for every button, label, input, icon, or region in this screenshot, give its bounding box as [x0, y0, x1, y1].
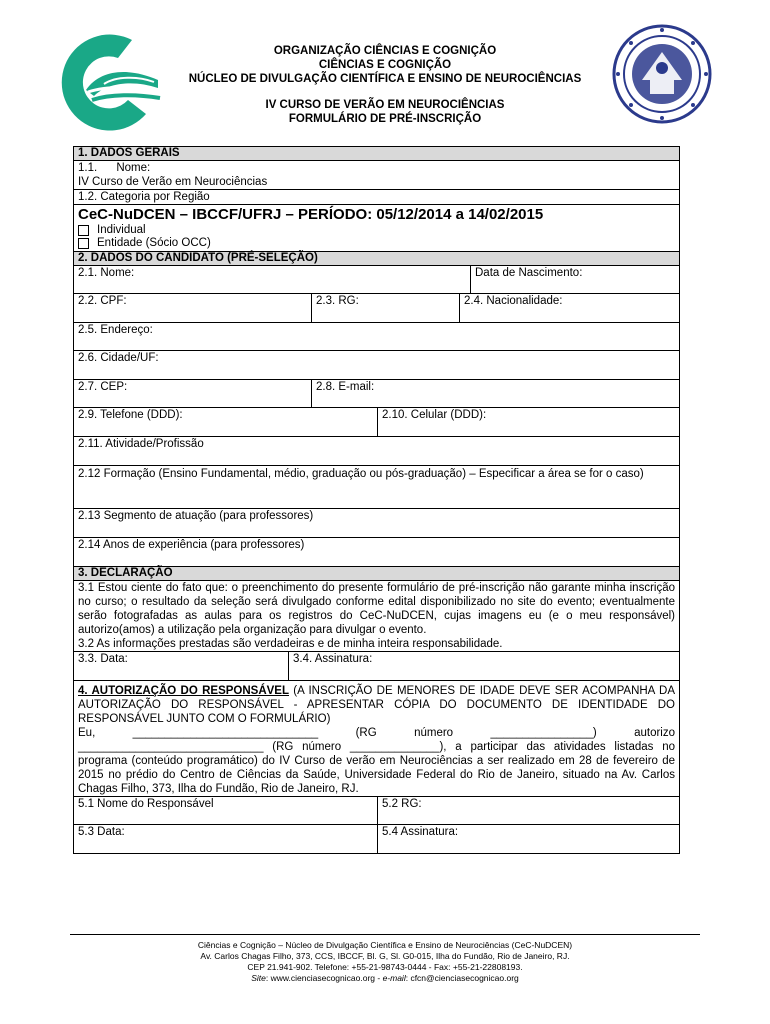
- field-nascimento[interactable]: Data de Nascimento:: [470, 266, 679, 293]
- authorization-heading: 4. AUTORIZAÇÃO DO RESPONSÁVEL: [78, 685, 289, 697]
- field-assinatura-responsavel[interactable]: 5.4 Assinatura:: [377, 825, 679, 853]
- footer-site[interactable]: : www.cienciasecognicao.org -: [265, 973, 383, 983]
- field-anos-experiencia[interactable]: 2.14 Anos de experiência (para professores): [78, 539, 305, 551]
- field-rg-responsavel[interactable]: 5.2 RG:: [377, 797, 679, 824]
- header-form-title: FORMULÁRIO DE PRÉ-INSCRIÇÃO: [288, 113, 482, 125]
- field-data-responsavel[interactable]: 5.3 Data:: [78, 826, 125, 838]
- checkbox-individual[interactable]: [78, 225, 89, 236]
- footer-line-1: Ciências e Cognição – Núcleo de Divulgação Científica e Ensino de Neurociências (CeC-NuDCEN): [197, 940, 573, 950]
- field-email[interactable]: 2.8. E-mail:: [311, 380, 679, 407]
- header-org: ORGANIZAÇÃO CIÊNCIAS E COGNIÇÃO: [273, 45, 497, 57]
- field-endereco[interactable]: 2.5. Endereço:: [78, 324, 153, 336]
- authorization-text: Eu, _____________________________ (RG número ________________) autorizo _____________________________ (RG número ______________), a participar das atividades listadas no programa (conteúdo programático) do IV Curso de verão em Neurociências a ser realizado em 28 de fevereiro de 2015 no prédio do Centro de Ciências da Saúde, Universidade Federal do Rio de Janeiro, situado na Av. Carlos Chagas Filho, 373, Ilha do Fundão, Rio de Janeiro, RJ.: [78, 727, 675, 795]
- declaration-3-2: 3.2 As informações prestadas são verdadeiras e de minha inteira responsabilidade.: [78, 638, 503, 650]
- registration-form: [73, 146, 680, 854]
- section-2-title: 2. DADOS DO CANDIDATO (PRÉ-SELEÇÃO): [74, 252, 679, 265]
- field-cep[interactable]: 2.7. CEP:: [78, 381, 128, 393]
- ufrj-seal-icon: [612, 24, 712, 124]
- field-telefone[interactable]: 2.9. Telefone (DDD):: [78, 409, 183, 421]
- option-entity-label: Entidade (Sócio OCC): [97, 237, 211, 249]
- field-declaracao-assinatura[interactable]: 3.4. Assinatura:: [288, 652, 679, 680]
- header-course: IV CURSO DE VERÃO EM NEUROCIÊNCIAS: [265, 99, 505, 111]
- footer-email-label: e-mail: [382, 973, 406, 983]
- cec-logo: [46, 28, 164, 134]
- category-label: 1.2. Categoria por Região: [78, 191, 210, 203]
- section-3-title: 3. DECLARAÇÃO: [74, 567, 679, 580]
- field-cidade[interactable]: 2.6. Cidade/UF:: [78, 352, 159, 364]
- checkbox-entity[interactable]: [78, 238, 89, 249]
- field-formacao[interactable]: 2.12 Formação (Ensino Fundamental, médio, graduação ou pós-graduação) – Especificar a área se for o caso): [78, 468, 644, 480]
- header-sub: CIÊNCIAS E COGNIÇÃO: [318, 59, 452, 71]
- footer-line-2: Av. Carlos Chagas Filho, 373, CCS, IBCCF, Bl. G, Sl. G0-015, Ilha do Fundão, Rio de Janeiro, RJ.: [200, 951, 570, 961]
- footer-line-3: CEP 21.941-902. Telefone: +55-21-98743-0444 - Fax: +55-21-22808193.: [247, 962, 523, 972]
- option-individual-label: Individual: [97, 224, 146, 236]
- field-atividade[interactable]: 2.11. Atividade/Profissão: [78, 438, 204, 450]
- section-1-title: 1. DADOS GERAIS: [74, 147, 679, 160]
- option-individual[interactable]: [74, 224, 679, 237]
- name-value[interactable]: IV Curso de Verão em Neurociências: [78, 176, 268, 188]
- field-segmento[interactable]: 2.13 Segmento de atuação (para professores): [78, 510, 314, 522]
- field-cpf[interactable]: 2.2. CPF:: [78, 295, 127, 307]
- authorization-note: (A INSCRIÇÃO DE MENORES DE IDADE DEVE SER ACOMPANHA DA AUTORIZAÇÃO DO RESPONSÁVEL - APRESENTAR CÓPIA DO DOCUMENTO DE IDENTIDADE DO RESPONSÁVEL JUNTO COM O FORMULÁRIO): [78, 685, 675, 725]
- field-nome[interactable]: 2.1. Nome:: [78, 267, 135, 279]
- header-nucleo: NÚCLEO DE DIVULGAÇÃO CIENTÍFICA E ENSINO DE NEUROCIÊNCIAS: [188, 73, 582, 85]
- option-entity[interactable]: [74, 237, 679, 250]
- footer-email[interactable]: : cfcn@cienciasecognicao.org: [405, 973, 519, 983]
- footer-site-label: Site: [251, 973, 266, 983]
- field-declaracao-data[interactable]: 3.3. Data:: [78, 653, 128, 665]
- field-nome-responsavel[interactable]: 5.1 Nome do Responsável: [78, 798, 214, 810]
- document-header: [150, 44, 620, 126]
- field-nacionalidade[interactable]: 2.4. Nacionalidade:: [459, 294, 679, 322]
- authorization-title: [74, 684, 679, 726]
- name-label: 1.1. Nome:: [78, 162, 151, 174]
- field-rg[interactable]: 2.3. RG:: [311, 294, 459, 322]
- course-period-title: CeC-NuDCEN – IBCCF/UFRJ – PERÍODO: 05/12/2014 a 14/02/2015: [78, 206, 544, 223]
- field-celular[interactable]: 2.10. Celular (DDD):: [377, 408, 679, 436]
- page-footer: [70, 934, 700, 984]
- footer-line-4: [70, 973, 700, 984]
- declaration-3-1: 3.1 Estou ciente do fato que: o preenchimento do presente formulário de pré-inscrição não garante minha inscrição no curso; o resultado da seleção será divulgado conforme edital disponibilizado no site do evento; eventualmente serão fotografadas as aulas para os registros do CeC-NuDCEN, cujas imagens eu (e o meu responsável) autorizo(amos) a utilização pela organização para divulgar o evento.: [78, 582, 675, 636]
